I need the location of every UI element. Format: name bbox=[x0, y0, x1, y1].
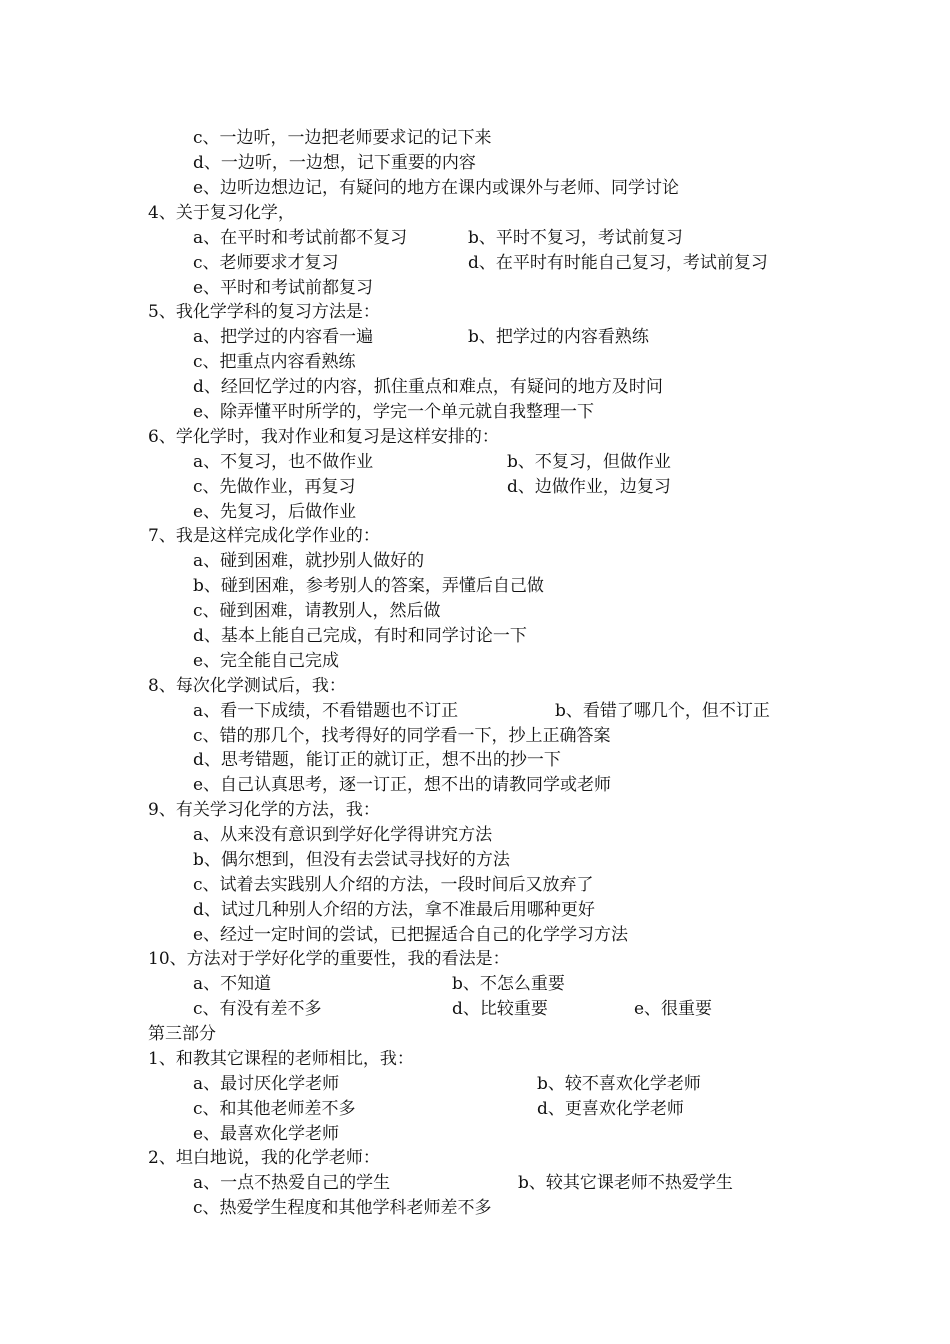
part3-q1-option-a: a、最讨厌化学老师 bbox=[193, 1074, 340, 1094]
q6-option-a: a、不复习，也不做作业 bbox=[193, 452, 374, 472]
q8-option-b: b、看错了哪几个，但不订正 bbox=[555, 701, 770, 721]
part3-q1-option-d: d、更喜欢化学老师 bbox=[537, 1099, 684, 1119]
q6-option-d: d、边做作业，边复习 bbox=[507, 477, 671, 497]
q8-option-c: c、错的那几个，找考得好的同学看一下，抄上正确答案 bbox=[193, 726, 611, 746]
q10-option-d: d、比较重要 bbox=[452, 999, 548, 1019]
q4-title: 4、关于复习化学， bbox=[148, 203, 295, 223]
q8-option-d: d、思考错题，能订正的就订正，想不出的抄一下 bbox=[193, 750, 561, 770]
part3-q1-title: 1、和教其它课程的老师相比，我： bbox=[148, 1049, 414, 1069]
q3-option-d: d、一边听，一边想，记下重要的内容 bbox=[193, 153, 476, 173]
q3-option-c: c、一边听，一边把老师要求记的记下来 bbox=[193, 128, 492, 148]
q10-option-a: a、不知道 bbox=[193, 974, 272, 994]
part3-q1-option-b: b、较不喜欢化学老师 bbox=[537, 1074, 701, 1094]
q5-option-e: e、除弄懂平时所学的，学完一个单元就自我整理一下 bbox=[193, 402, 595, 422]
q6-option-e: e、先复习，后做作业 bbox=[193, 502, 357, 522]
part3-q2-title: 2、坦白地说，我的化学老师： bbox=[148, 1148, 380, 1168]
q5-option-a: a、把学过的内容看一遍 bbox=[193, 327, 374, 347]
part3-heading: 第三部分 bbox=[148, 1024, 216, 1044]
q4-option-b: b、平时不复习，考试前复习 bbox=[468, 228, 683, 248]
q9-option-a: a、从来没有意识到学好化学得讲究方法 bbox=[193, 825, 493, 845]
q6-title: 6、学化学时，我对作业和复习是这样安排的： bbox=[148, 427, 499, 447]
q8-title: 8、每次化学测试后，我： bbox=[148, 676, 346, 696]
q7-option-d: d、基本上能自己完成，有时和同学讨论一下 bbox=[193, 626, 527, 646]
q10-option-e: e、很重要 bbox=[634, 999, 713, 1019]
q9-option-c: c、试着去实践别人介绍的方法，一段时间后又放弃了 bbox=[193, 875, 594, 895]
q10-option-b: b、不怎么重要 bbox=[452, 974, 565, 994]
q7-option-c: c、碰到困难，请教别人，然后做 bbox=[193, 601, 441, 621]
q5-option-c: c、把重点内容看熟练 bbox=[193, 352, 356, 372]
q10-option-c: c、有没有差不多 bbox=[193, 999, 322, 1019]
part3-q2-option-a: a、一点不热爱自己的学生 bbox=[193, 1173, 391, 1193]
q9-title: 9、有关学习化学的方法，我： bbox=[148, 800, 380, 820]
q5-option-b: b、把学过的内容看熟练 bbox=[468, 327, 649, 347]
part3-q1-option-c: c、和其他老师差不多 bbox=[193, 1099, 356, 1119]
q8-option-a: a、看一下成绩，不看错题也不订正 bbox=[193, 701, 459, 721]
q7-option-b: b、碰到困难，参考别人的答案，弄懂后自己做 bbox=[193, 576, 544, 596]
q8-option-e: e、自己认真思考，逐一订正，想不出的请教同学或老师 bbox=[193, 775, 612, 795]
q5-title: 5、我化学学科的复习方法是： bbox=[148, 302, 380, 322]
q7-title: 7、我是这样完成化学作业的： bbox=[148, 526, 380, 546]
q9-option-d: d、试过几种别人介绍的方法，拿不准最后用哪种更好 bbox=[193, 900, 595, 920]
q9-option-e: e、经过一定时间的尝试，已把握适合自己的化学学习方法 bbox=[193, 925, 629, 945]
q7-option-e: e、完全能自己完成 bbox=[193, 651, 340, 671]
part3-q2-option-c: c、热爱学生程度和其他学科老师差不多 bbox=[193, 1198, 492, 1218]
q6-option-c: c、先做作业，再复习 bbox=[193, 477, 356, 497]
q6-option-b: b、不复习，但做作业 bbox=[507, 452, 671, 472]
q4-option-d: d、在平时有时能自己复习，考试前复习 bbox=[468, 253, 768, 273]
q4-option-a: a、在平时和考试前都不复习 bbox=[193, 228, 408, 248]
q4-option-e: e、平时和考试前都复习 bbox=[193, 278, 374, 298]
part3-q2-option-b: b、较其它课老师不热爱学生 bbox=[518, 1173, 733, 1193]
part3-q1-option-e: e、最喜欢化学老师 bbox=[193, 1124, 340, 1144]
q9-option-b: b、偶尔想到，但没有去尝试寻找好的方法 bbox=[193, 850, 510, 870]
q7-option-a: a、碰到困难，就抄别人做好的 bbox=[193, 551, 425, 571]
q3-option-e: e、边听边想边记，有疑问的地方在课内或课外与老师、同学讨论 bbox=[193, 178, 680, 198]
q10-title: 10、方法对于学好化学的重要性，我的看法是： bbox=[148, 949, 510, 969]
q5-option-d: d、经回忆学过的内容，抓住重点和难点，有疑问的地方及时问 bbox=[193, 377, 663, 397]
q4-option-c: c、老师要求才复习 bbox=[193, 253, 339, 273]
